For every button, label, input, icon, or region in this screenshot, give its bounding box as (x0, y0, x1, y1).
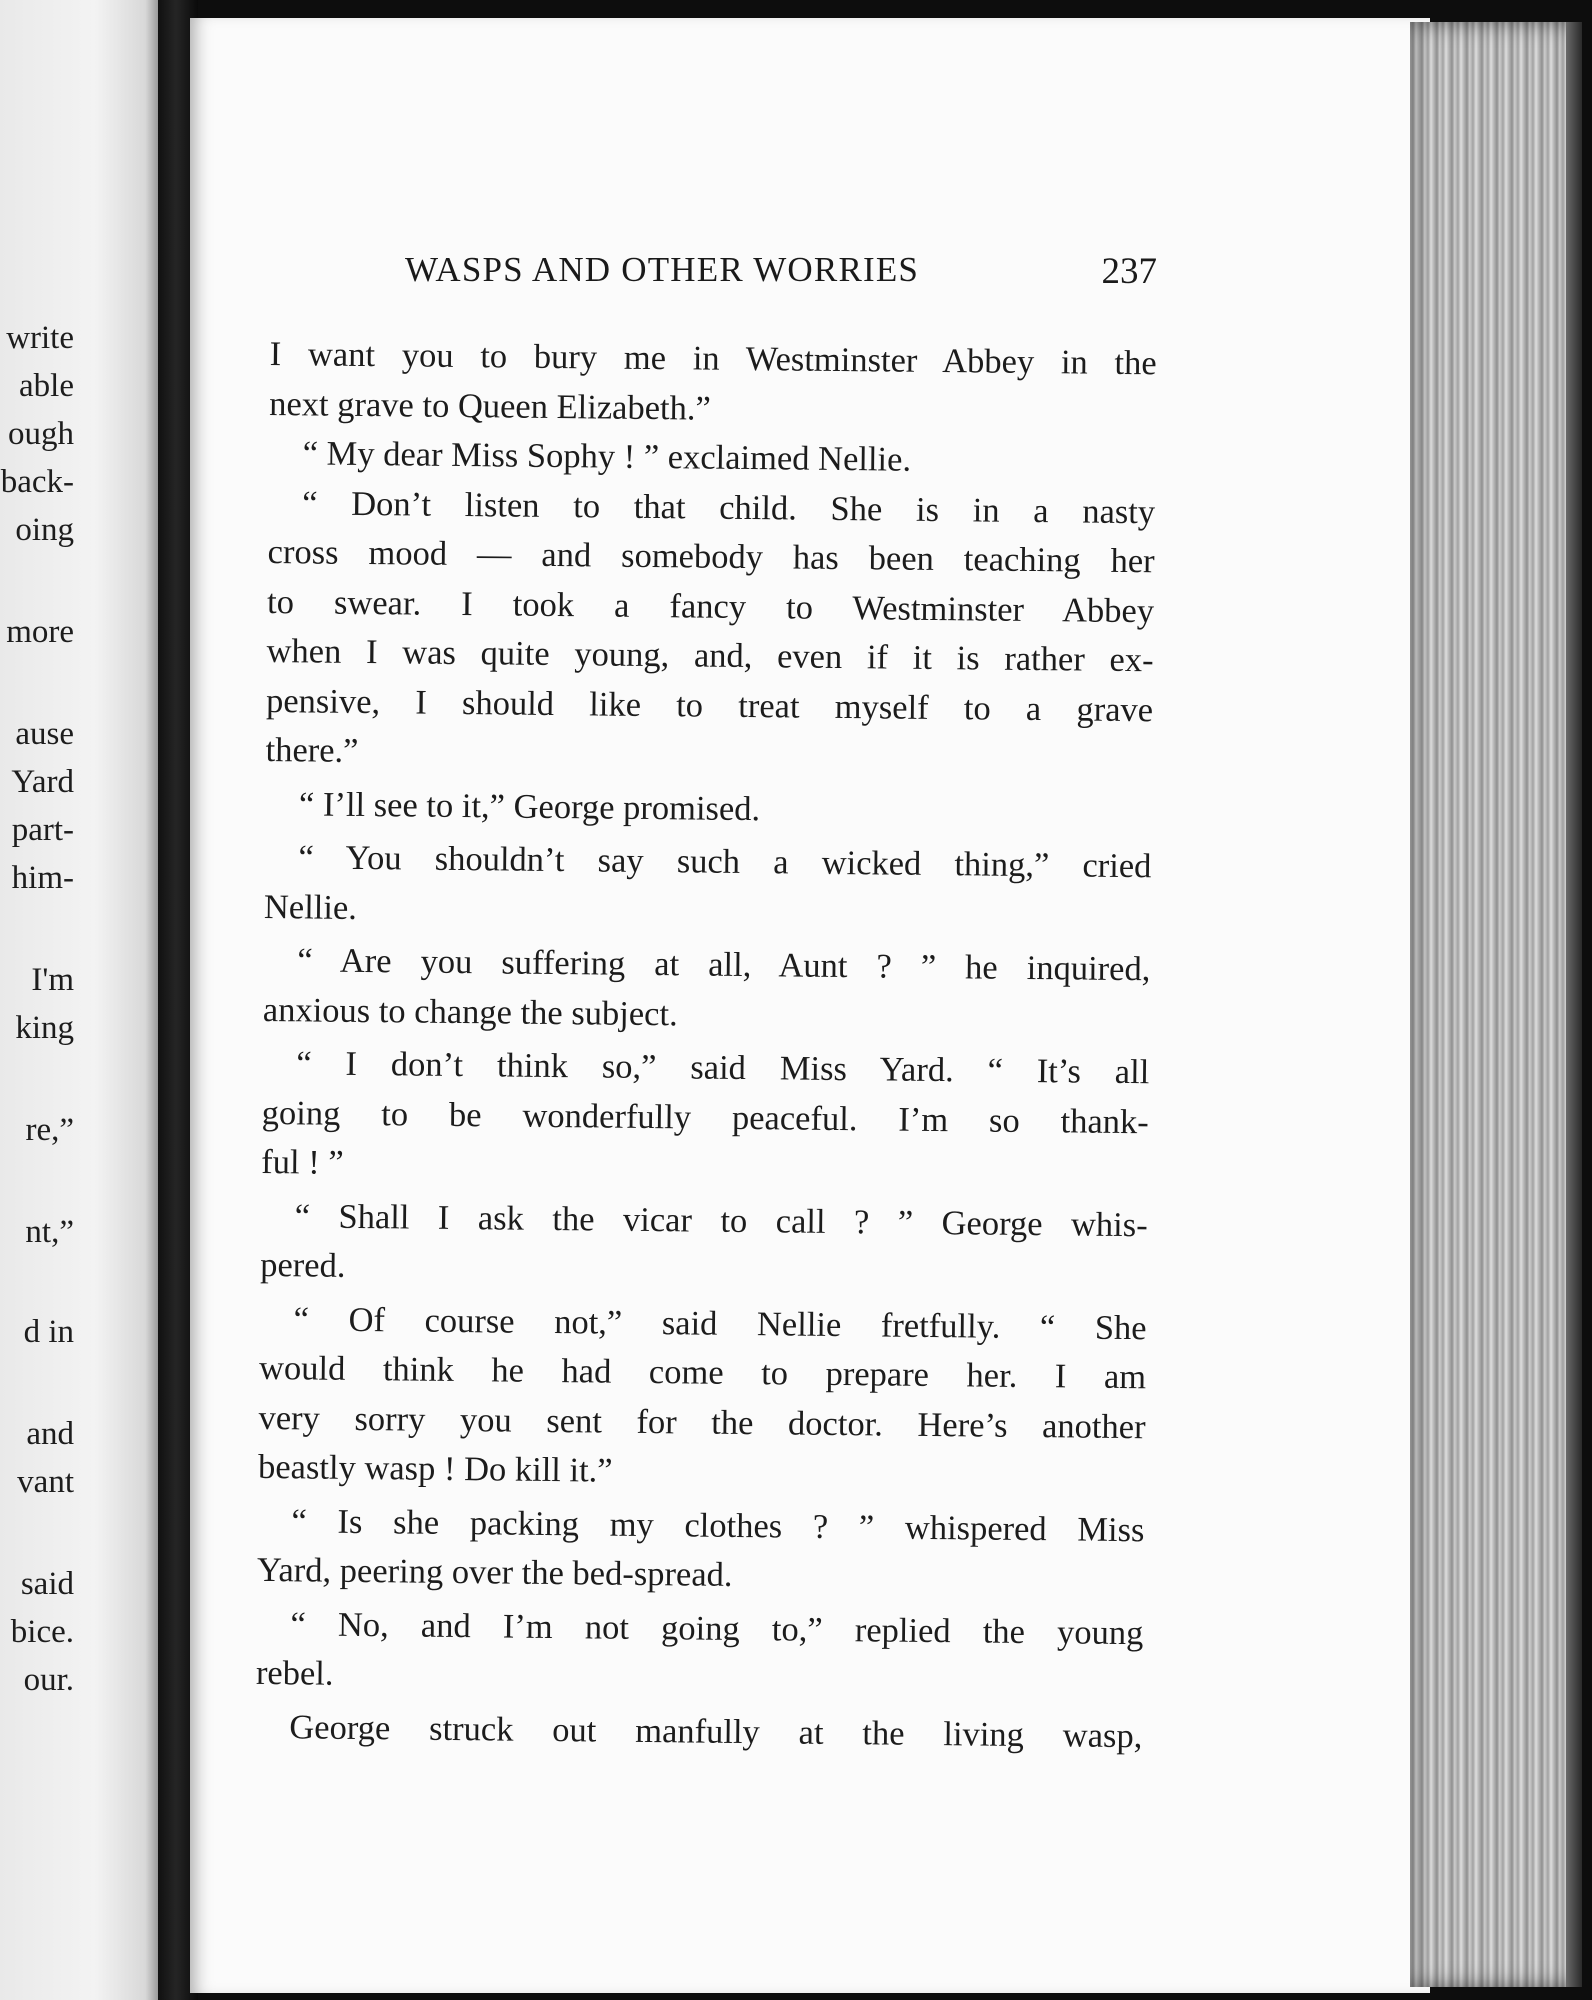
text-line: “ You shouldn’t say such a wicked thing,” cried (298, 838, 1152, 886)
text-line: George struck out manfully at the living wasp, (289, 1707, 1143, 1755)
text-line: “ Of course not,” said Nellie fretfully. “ She (293, 1299, 1147, 1347)
text-line: “ Don’t listen to that child. She is in a nasty (301, 483, 1156, 531)
page-edges (1410, 22, 1582, 1987)
running-title: WASPS AND OTHER WORRIES (405, 250, 920, 289)
text-line: “ Are you suffering at all, Aunt ? ” he inquired, (297, 941, 1151, 989)
text-line: “ Shall I ask the vicar to call ? ” George whis- (294, 1196, 1148, 1244)
body-text (255, 330, 1157, 1761)
left-page (0, 0, 158, 2000)
text-line: Nellie. (263, 887, 358, 927)
text-line: there.” (265, 730, 359, 770)
left-page-line-fragment: oing (15, 512, 74, 548)
left-page-line-fragment: d in (23, 1314, 74, 1350)
text-line: “ Is she packing my clothes ? ” whispered Miss (291, 1501, 1145, 1549)
text-line: next grave to Queen Elizabeth.” (269, 384, 711, 428)
left-page-line-fragment: bice. (10, 1614, 74, 1650)
left-page-line-fragment: him- (11, 860, 74, 896)
left-page-line-fragment: and (26, 1416, 74, 1452)
text-line: pensive, I should like to treat myself to a grave (265, 681, 1154, 729)
text-line: “ I’ll see to it,” George promised. (298, 784, 761, 828)
text-line: ful ! ” (261, 1142, 344, 1182)
left-page-line-fragment: Yard (11, 764, 74, 800)
left-page-line-fragment: able (19, 368, 74, 404)
left-page-line-fragment: more (6, 614, 74, 650)
text-line: very sorry you sent for the doctor. Here’s another (258, 1398, 1146, 1446)
page-number: 237 (1101, 251, 1157, 292)
left-page-line-fragment: ause (15, 716, 74, 752)
left-page-line-fragment: part- (11, 812, 74, 848)
text-line: cross mood — and somebody has been teaching her (267, 532, 1155, 581)
left-page-line-fragment: ough (8, 416, 74, 452)
text-line: going to be wonderfully peaceful. I’m so thank- (261, 1093, 1149, 1141)
text-line: pered. (260, 1245, 346, 1285)
text-line: beastly wasp ! Do kill it.” (257, 1447, 613, 1490)
text-line: would think he had come to prepare her. I am (258, 1348, 1147, 1397)
text-line: when I was quite young, and, even if it is rather ex- (266, 631, 1154, 680)
left-page-line-fragment: re,” (25, 1112, 74, 1148)
text-line: anxious to change the subject. (262, 990, 678, 1033)
left-page-line-fragment: nt,” (25, 1214, 74, 1250)
page-header (405, 250, 1157, 300)
text-line: Yard, peering over the bed-spread. (256, 1550, 733, 1594)
left-page-line-fragment: our. (23, 1662, 74, 1698)
left-page-line-fragment: king (15, 1010, 74, 1046)
text-line: “ My dear Miss Sophy ! ” exclaimed Nellie. (302, 434, 912, 479)
left-page-line-fragment: vant (17, 1464, 74, 1500)
left-page-line-fragment: I'm (31, 962, 74, 998)
text-line: to swear. I took a fancy to Westminster Abbey (266, 582, 1155, 630)
text-line: I want you to bury me in Westminster Abbey in the (269, 334, 1157, 383)
left-page-line-fragment: write (6, 320, 74, 356)
text-line: rebel. (255, 1653, 334, 1693)
left-page-line-fragment: said (20, 1566, 74, 1602)
left-page-line-fragment: back- (0, 464, 74, 500)
text-line: “ I don’t think so,” said Miss Yard. “ It’s all (296, 1044, 1150, 1092)
text-line: “ No, and I’m not going to,” replied the young (290, 1604, 1144, 1652)
